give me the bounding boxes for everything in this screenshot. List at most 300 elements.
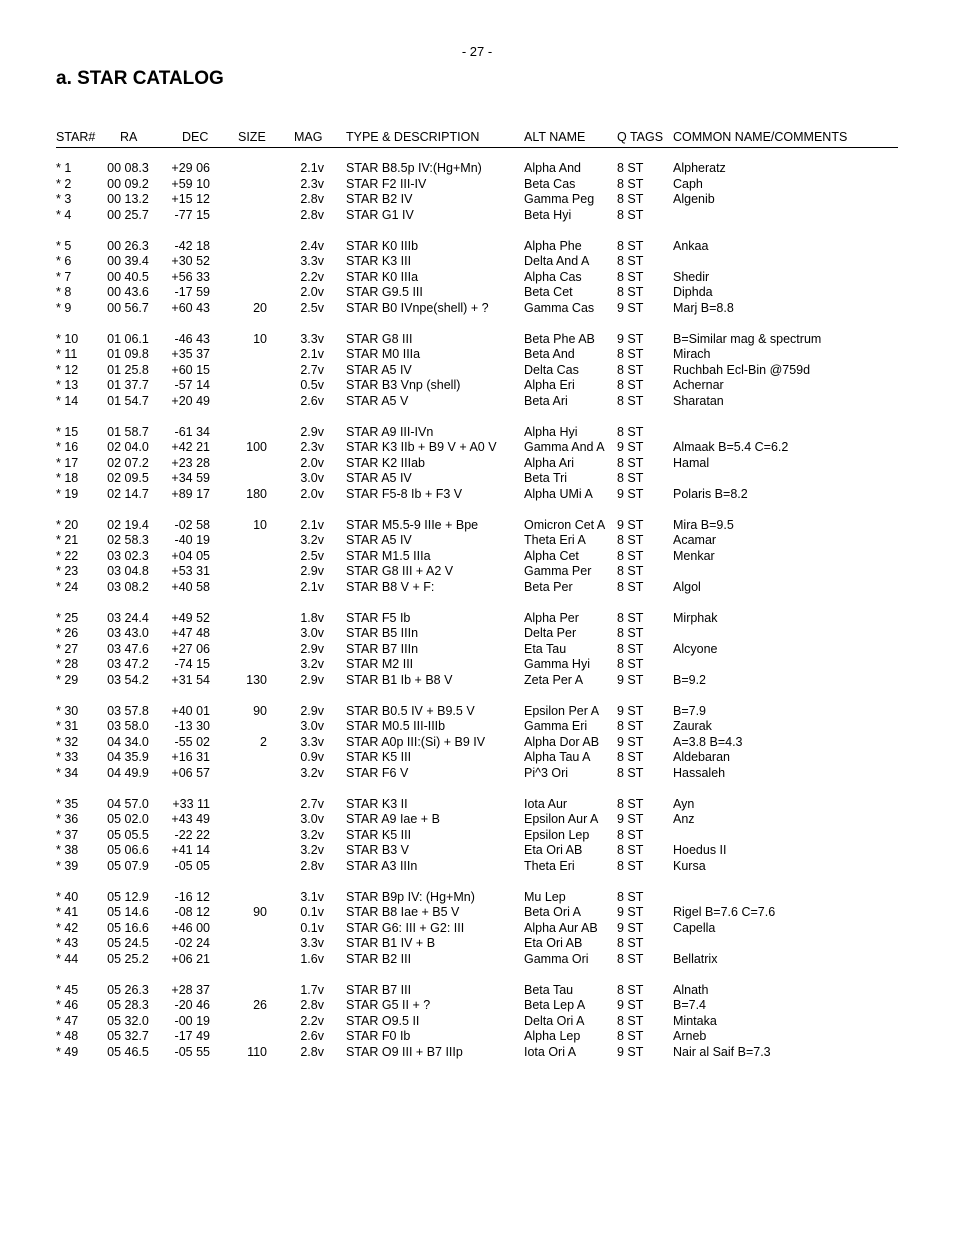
cell-declination: +30 52 [171, 254, 210, 268]
cell-type-description: STAR K0 IIIb [346, 238, 419, 253]
cell-q-tags: 8 ST [617, 889, 644, 904]
table-row [56, 704, 898, 720]
cell-right-ascension: 03 47.2 [107, 657, 149, 671]
cell-type-description: STAR K3 II [346, 796, 408, 811]
cell-star-number: * 23 [56, 564, 79, 578]
cell-magnitude: 3.3v [300, 734, 324, 749]
cell-alt-name: Eta Tau [524, 641, 567, 656]
table-row [56, 1045, 898, 1061]
cell-right-ascension: 05 12.9 [107, 889, 149, 904]
table-row [56, 828, 898, 844]
cell-magnitude: 2.1v [300, 161, 324, 175]
cell-type-description: STAR G9.5 III [346, 285, 423, 299]
cell-q-tags: 9 ST [617, 812, 644, 826]
table-row [56, 998, 898, 1014]
cell-star-number: * 35 [56, 796, 79, 811]
cell-right-ascension: 02 19.4 [107, 517, 149, 532]
cell-magnitude: 2.1v [300, 517, 324, 532]
cell-q-tags: 8 ST [617, 378, 644, 392]
cell-type-description: STAR G8 III + A2 V [346, 564, 454, 578]
cell-alt-name: Mu Lep [524, 889, 566, 904]
cell-size: 20 [253, 300, 267, 315]
cell-right-ascension: 05 05.5 [107, 827, 149, 842]
cell-magnitude: 2.6v [300, 393, 324, 408]
cell-right-ascension: 02 04.0 [107, 440, 149, 454]
cell-star-number: * 47 [56, 1013, 79, 1028]
cell-q-tags: 8 ST [617, 641, 644, 656]
cell-q-tags: 9 ST [617, 703, 644, 718]
cell-q-tags: 8 ST [617, 579, 644, 594]
cell-right-ascension: 05 32.7 [107, 1029, 149, 1043]
cell-right-ascension: 01 58.7 [107, 424, 149, 439]
header-mag: MAG [294, 130, 323, 144]
cell-alt-name: Iota Ori A [524, 1044, 577, 1059]
cell-q-tags: 8 ST [617, 1029, 644, 1043]
cell-star-number: * 31 [56, 719, 79, 733]
cell-star-number: * 49 [56, 1044, 79, 1059]
cell-declination: +33 11 [172, 796, 210, 811]
cell-magnitude: 3.0v [300, 719, 324, 733]
table-row [56, 983, 898, 999]
cell-right-ascension: 00 43.6 [107, 285, 149, 299]
cell-common-name-comments: Caph [673, 176, 703, 191]
cell-star-number: * 5 [56, 238, 72, 253]
table-row [56, 735, 898, 751]
cell-star-number: * 21 [56, 533, 79, 547]
cell-alt-name: Alpha And [524, 161, 581, 175]
cell-magnitude: 2.2v [300, 1013, 324, 1028]
cell-q-tags: 8 ST [617, 626, 644, 640]
cell-alt-name: Gamma Ori [524, 951, 589, 966]
cell-common-name-comments: Algol [673, 579, 701, 594]
cell-type-description: STAR M0 IIIa [346, 347, 421, 361]
cell-common-name-comments: Zaurak [673, 719, 712, 733]
cell-common-name-comments: Hoedus II [673, 843, 727, 857]
cell-size: 90 [253, 703, 267, 718]
cell-star-number: * 43 [56, 936, 79, 950]
cell-magnitude: 2.8v [300, 1044, 324, 1059]
cell-right-ascension: 05 26.3 [107, 982, 149, 997]
cell-alt-name: Beta Per [524, 579, 573, 594]
cell-alt-name: Delta And A [524, 254, 590, 268]
cell-magnitude: 0.9v [300, 750, 324, 764]
cell-star-number: * 33 [56, 750, 79, 764]
cell-magnitude: 3.3v [300, 936, 324, 950]
cell-star-number: * 32 [56, 734, 79, 749]
cell-right-ascension: 04 35.9 [107, 750, 149, 764]
cell-alt-name: Eta Ori AB [524, 843, 583, 857]
cell-right-ascension: 03 04.8 [107, 564, 149, 578]
group-spacer [56, 502, 898, 518]
cell-q-tags: 8 ST [617, 982, 644, 997]
cell-type-description: STAR K5 III [346, 750, 412, 764]
cell-declination: -77 15 [174, 207, 210, 222]
table-row [56, 580, 898, 596]
cell-declination: -08 12 [174, 905, 210, 919]
cell-q-tags: 8 ST [617, 827, 644, 842]
cell-q-tags: 8 ST [617, 951, 644, 966]
cell-star-number: * 28 [56, 657, 79, 671]
cell-magnitude: 2.9v [300, 672, 324, 687]
table-row [56, 549, 898, 565]
header-common-name-comments: COMMON NAME/COMMENTS [673, 130, 848, 144]
cell-type-description: STAR B5 IIIn [346, 626, 419, 640]
cell-magnitude: 0.1v [300, 920, 324, 935]
cell-alt-name: Beta Cet [524, 285, 573, 299]
cell-magnitude: 2.8v [300, 192, 324, 206]
cell-declination: -55 02 [174, 734, 210, 749]
cell-magnitude: 3.1v [300, 889, 324, 904]
cell-q-tags: 8 ST [617, 719, 644, 733]
cell-alt-name: Pi^3 Ori [524, 765, 569, 780]
cell-q-tags: 8 ST [617, 610, 644, 625]
table-row [56, 347, 898, 363]
cell-alt-name: Alpha Eri [524, 378, 575, 392]
cell-common-name-comments: Arneb [673, 1029, 707, 1043]
group-spacer [56, 316, 898, 332]
cell-star-number: * 38 [56, 843, 79, 857]
cell-type-description: STAR A5 IV [346, 362, 412, 377]
cell-magnitude: 3.2v [300, 765, 324, 780]
cell-star-number: * 44 [56, 951, 79, 966]
table-row [56, 936, 898, 952]
cell-star-number: * 46 [56, 998, 79, 1012]
cell-common-name-comments: Algenib [673, 192, 715, 206]
cell-declination: +40 01 [171, 703, 210, 718]
cell-star-number: * 41 [56, 905, 79, 919]
cell-right-ascension: 05 02.0 [107, 812, 149, 826]
cell-common-name-comments: Nair al Saif B=7.3 [673, 1044, 771, 1059]
table-row [56, 533, 898, 549]
cell-size: 2 [260, 734, 267, 749]
cell-star-number: * 42 [56, 920, 79, 935]
table-row [56, 611, 898, 627]
cell-q-tags: 9 ST [617, 998, 644, 1012]
group-spacer [56, 967, 898, 983]
table-row [56, 719, 898, 735]
cell-q-tags: 8 ST [617, 843, 644, 857]
cell-star-number: * 19 [56, 486, 79, 501]
cell-right-ascension: 01 09.8 [107, 347, 149, 361]
cell-type-description: STAR F5-8 Ib + F3 V [346, 486, 463, 501]
cell-star-number: * 13 [56, 378, 79, 392]
cell-star-number: * 10 [56, 331, 79, 346]
cell-declination: -42 18 [174, 238, 210, 253]
cell-declination: +28 37 [171, 982, 210, 997]
cell-magnitude: 3.2v [300, 827, 324, 842]
cell-magnitude: 0.1v [300, 905, 324, 919]
cell-right-ascension: 02 09.5 [107, 471, 149, 485]
cell-declination: +40 58 [171, 579, 210, 594]
cell-q-tags: 8 ST [617, 393, 644, 408]
cell-type-description: STAR K2 IIIab [346, 455, 425, 470]
cell-right-ascension: 02 14.7 [107, 486, 149, 501]
cell-type-description: STAR B3 V [346, 843, 409, 857]
cell-right-ascension: 05 16.6 [107, 920, 149, 935]
cell-star-number: * 18 [56, 471, 79, 485]
table-row [56, 843, 898, 859]
cell-type-description: STAR M5.5-9 IIIe + Bpe [346, 517, 479, 532]
cell-type-description: STAR A0p III:(Si) + B9 IV [346, 734, 486, 749]
cell-magnitude: 3.3v [300, 331, 324, 346]
cell-magnitude: 2.1v [300, 347, 324, 361]
cell-alt-name: Delta Cas [524, 362, 579, 377]
cell-alt-name: Alpha Lep [524, 1029, 581, 1043]
cell-declination: +42 21 [171, 440, 210, 454]
cell-type-description: STAR B7 IIIn [346, 641, 419, 656]
cell-magnitude: 2.8v [300, 207, 324, 222]
cell-common-name-comments: Rigel B=7.6 C=7.6 [673, 905, 776, 919]
cell-declination: -20 46 [174, 998, 210, 1012]
cell-star-number: * 37 [56, 827, 79, 842]
cell-common-name-comments: Ruchbah Ecl-Bin @759d [673, 362, 811, 377]
cell-right-ascension: 00 25.7 [107, 207, 149, 222]
cell-q-tags: 8 ST [617, 424, 644, 439]
cell-right-ascension: 05 14.6 [107, 905, 149, 919]
cell-declination: -16 12 [174, 889, 210, 904]
header-dec: DEC [182, 130, 209, 144]
cell-q-tags: 8 ST [617, 254, 644, 268]
cell-type-description: STAR F2 III-IV [346, 176, 427, 191]
cell-type-description: STAR A9 III-IVn [346, 424, 434, 439]
cell-star-number: * 7 [56, 269, 72, 284]
cell-right-ascension: 04 57.0 [107, 796, 149, 811]
cell-q-tags: 8 ST [617, 347, 644, 361]
cell-star-number: * 11 [56, 347, 78, 361]
cell-alt-name: Beta Tri [524, 471, 568, 485]
cell-declination: +46 00 [171, 920, 210, 935]
cell-common-name-comments: Shedir [673, 269, 710, 284]
cell-right-ascension: 00 26.3 [107, 238, 149, 253]
cell-declination: +27 06 [171, 641, 210, 656]
cell-common-name-comments: Alcyone [673, 641, 718, 656]
cell-common-name-comments: Capella [673, 920, 716, 935]
cell-right-ascension: 05 07.9 [107, 858, 149, 873]
cell-star-number: * 12 [56, 362, 79, 377]
cell-alt-name: Beta And [524, 347, 575, 361]
cell-declination: +47 48 [171, 626, 210, 640]
cell-q-tags: 8 ST [617, 455, 644, 470]
cell-common-name-comments: B=7.9 [673, 703, 707, 718]
cell-alt-name: Beta Ari [524, 393, 568, 408]
cell-alt-name: Beta Tau [524, 982, 574, 997]
cell-size: 10 [253, 517, 267, 532]
cell-alt-name: Beta Ori A [524, 905, 581, 919]
cell-right-ascension: 03 47.6 [107, 641, 149, 656]
group-spacer [56, 409, 898, 425]
header-star-number: STAR# [56, 130, 96, 144]
cell-q-tags: 8 ST [617, 858, 644, 873]
cell-declination: -61 34 [174, 424, 210, 439]
cell-declination: -05 05 [174, 858, 210, 873]
cell-declination: +49 52 [171, 610, 210, 625]
cell-right-ascension: 03 43.0 [107, 626, 149, 640]
table-row [56, 952, 898, 968]
cell-q-tags: 8 ST [617, 750, 644, 764]
cell-right-ascension: 01 37.7 [107, 378, 149, 392]
cell-type-description: STAR B3 Vnp (shell) [346, 378, 461, 392]
cell-type-description: STAR O9 III + B7 IIIp [346, 1044, 463, 1059]
cell-magnitude: 3.0v [300, 626, 324, 640]
cell-type-description: STAR B1 Ib + B8 V [346, 672, 453, 687]
cell-type-description: STAR B0 IVnpe(shell) + ? [346, 300, 489, 315]
cell-common-name-comments: Mirphak [673, 610, 718, 625]
cell-alt-name: Gamma And A [524, 440, 605, 454]
cell-declination: +56 33 [171, 269, 210, 284]
cell-type-description: STAR A5 IV [346, 533, 412, 547]
table-row [56, 890, 898, 906]
table-row [56, 471, 898, 487]
cell-type-description: STAR B8 Iae + B5 V [346, 905, 460, 919]
cell-right-ascension: 03 24.4 [107, 610, 149, 625]
cell-magnitude: 2.0v [300, 486, 324, 501]
cell-q-tags: 8 ST [617, 207, 644, 222]
table-row [56, 797, 898, 813]
cell-star-number: * 30 [56, 703, 79, 718]
cell-declination: +53 31 [171, 564, 210, 578]
cell-star-number: * 2 [56, 176, 72, 191]
cell-type-description: STAR B9p IV: (Hg+Mn) [346, 889, 475, 904]
cell-common-name-comments: Alpheratz [673, 161, 726, 175]
table-row [56, 487, 898, 503]
cell-type-description: STAR B0.5 IV + B9.5 V [346, 703, 475, 718]
cell-q-tags: 8 ST [617, 936, 644, 950]
cell-type-description: STAR K0 IIIa [346, 269, 419, 284]
cell-magnitude: 2.1v [300, 579, 324, 594]
cell-magnitude: 3.2v [300, 843, 324, 857]
cell-q-tags: 8 ST [617, 161, 644, 175]
cell-alt-name: Alpha Cet [524, 548, 579, 563]
cell-q-tags: 9 ST [617, 300, 644, 315]
cell-q-tags: 8 ST [617, 657, 644, 671]
cell-declination: -40 19 [174, 533, 210, 547]
cell-right-ascension: 01 06.1 [107, 331, 149, 346]
cell-declination: +60 15 [171, 362, 210, 377]
cell-alt-name: Gamma Hyi [524, 657, 590, 671]
cell-alt-name: Gamma Eri [524, 719, 588, 733]
cell-magnitude: 2.9v [300, 564, 324, 578]
cell-q-tags: 8 ST [617, 548, 644, 563]
cell-q-tags: 8 ST [617, 796, 644, 811]
cell-right-ascension: 05 06.6 [107, 843, 149, 857]
cell-star-number: * 48 [56, 1029, 79, 1043]
cell-common-name-comments: Ankaa [673, 238, 709, 253]
cell-alt-name: Alpha Dor AB [524, 734, 600, 749]
cell-alt-name: Alpha UMi A [524, 486, 593, 501]
cell-declination: +89 17 [171, 486, 210, 501]
cell-type-description: STAR O9.5 II [346, 1013, 420, 1028]
cell-common-name-comments: Anz [673, 812, 695, 826]
cell-alt-name: Alpha Per [524, 610, 579, 625]
cell-magnitude: 3.0v [300, 471, 324, 485]
cell-declination: +34 59 [171, 471, 210, 485]
cell-star-number: * 4 [56, 207, 72, 222]
cell-declination: -57 14 [174, 378, 210, 392]
cell-declination: +06 57 [171, 765, 210, 780]
cell-q-tags: 8 ST [617, 564, 644, 578]
cell-right-ascension: 00 08.3 [107, 161, 149, 175]
cell-magnitude: 2.7v [300, 796, 324, 811]
section-title: a. STAR CATALOG [56, 68, 224, 89]
cell-type-description: STAR M0.5 III-IIIb [346, 719, 446, 733]
cell-magnitude: 2.3v [300, 176, 324, 191]
cell-q-tags: 8 ST [617, 765, 644, 780]
cell-magnitude: 3.0v [300, 812, 324, 826]
cell-star-number: * 45 [56, 982, 79, 997]
cell-right-ascension: 01 54.7 [107, 393, 149, 408]
table-row [56, 673, 898, 689]
cell-type-description: STAR B1 IV + B [346, 936, 436, 950]
cell-q-tags: 8 ST [617, 1013, 644, 1028]
cell-magnitude: 2.4v [300, 238, 324, 253]
cell-type-description: STAR K5 III [346, 827, 412, 842]
cell-declination: -17 59 [174, 285, 210, 299]
cell-right-ascension: 03 08.2 [107, 579, 149, 594]
cell-size: 110 [247, 1044, 267, 1059]
cell-type-description: STAR A9 Iae + B [346, 812, 440, 826]
table-body [56, 161, 898, 1060]
table-row [56, 1014, 898, 1030]
cell-magnitude: 2.9v [300, 424, 324, 439]
cell-type-description: STAR B7 III [346, 982, 412, 997]
cell-q-tags: 9 ST [617, 517, 644, 532]
table-row [56, 208, 898, 224]
cell-magnitude: 2.8v [300, 998, 324, 1012]
cell-common-name-comments: Sharatan [673, 393, 724, 408]
cell-right-ascension: 03 54.2 [107, 672, 149, 687]
table-row [56, 859, 898, 875]
header-q-tags: Q TAGS [617, 130, 664, 144]
cell-magnitude: 2.2v [300, 269, 324, 284]
cell-right-ascension: 00 56.7 [107, 300, 149, 315]
table-row [56, 518, 898, 534]
cell-common-name-comments: Hassaleh [673, 765, 726, 780]
table-row [56, 192, 898, 208]
cell-common-name-comments: Marj B=8.8 [673, 300, 734, 315]
group-spacer [56, 688, 898, 704]
table-row [56, 921, 898, 937]
table-row [56, 378, 898, 394]
table-row [56, 1029, 898, 1045]
cell-alt-name: Epsilon Lep [524, 827, 590, 842]
star-catalog-table [56, 129, 898, 1060]
table-row [56, 270, 898, 286]
cell-alt-name: Delta Per [524, 626, 577, 640]
cell-magnitude: 2.8v [300, 858, 324, 873]
cell-q-tags: 9 ST [617, 734, 644, 749]
cell-declination: -13 30 [174, 719, 210, 733]
cell-magnitude: 2.3v [300, 440, 324, 454]
cell-declination: +41 14 [171, 843, 210, 857]
cell-q-tags: 9 ST [617, 486, 644, 501]
cell-type-description: STAR B8.5p IV:(Hg+Mn) [346, 161, 482, 175]
cell-right-ascension: 05 32.0 [107, 1013, 149, 1028]
cell-q-tags: 9 ST [617, 331, 644, 346]
cell-common-name-comments: B=7.4 [673, 998, 707, 1012]
cell-common-name-comments: Kursa [673, 858, 706, 873]
table-row [56, 564, 898, 580]
cell-common-name-comments: B=9.2 [673, 672, 707, 687]
cell-type-description: STAR G8 III [346, 331, 413, 346]
cell-declination: -17 49 [174, 1029, 210, 1043]
cell-star-number: * 15 [56, 424, 79, 439]
cell-q-tags: 8 ST [617, 285, 644, 299]
cell-common-name-comments: Acamar [673, 533, 717, 547]
cell-right-ascension: 00 40.5 [107, 269, 149, 284]
header-alt-name: ALT NAME [524, 130, 586, 144]
cell-magnitude: 2.6v [300, 1029, 324, 1043]
cell-alt-name: Gamma Peg [524, 192, 595, 206]
